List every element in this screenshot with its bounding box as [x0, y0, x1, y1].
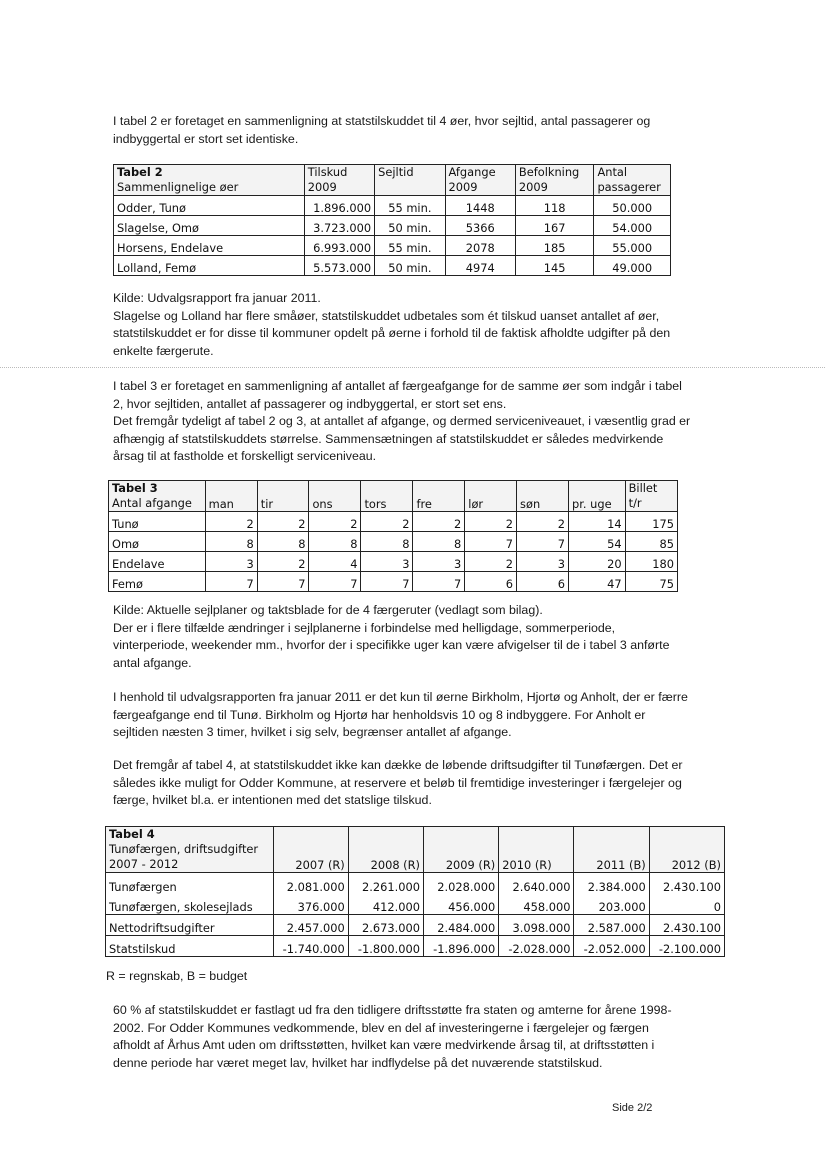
body-text: 60 % af statstilskuddet er fastlagt ud fra den tidligere driftsstøtte fra staten og amterne for årene 1998-2002. For Odder Kommunes vedkommende, blev en del af investeringerne i færgelejer og færgen afholdt af Århus Amt uden om driftsstøtten, hvilket kan være medvirkende årsag til, at driftsstøtten i denne periode har været meget lav, hvilket har indflydelse på det nuværende statstilskud.	[113, 1003, 672, 1070]
table-cell: 2	[257, 512, 309, 532]
table-cell: 2.673.000	[348, 915, 423, 936]
table-2-header-tilskud	[304, 165, 374, 196]
table-cell: Nettodriftsudgifter	[106, 915, 274, 936]
header-line: Tilskud	[307, 165, 348, 179]
table-2-title: Tabel 2	[117, 165, 163, 179]
table-cell: 2	[205, 512, 257, 532]
table-4-header-cell: 2008 (R)	[348, 827, 423, 873]
table-row	[109, 552, 678, 572]
table-row	[106, 936, 725, 957]
table-cell: 7	[205, 572, 257, 592]
table-cell: 14	[569, 512, 626, 532]
table-3-header-row	[109, 481, 678, 512]
table-cell: 2	[361, 512, 413, 532]
table-cell: 203.000	[574, 894, 649, 915]
table-cell: 458.000	[499, 894, 574, 915]
table-cell: 7	[465, 532, 517, 552]
table-3-title: Tabel 3	[112, 481, 158, 495]
table-4	[105, 826, 725, 957]
body-text: I tabel 3 er foretaget en sammenligning af antallet af færgeafgange for de samme øer som indgår i tabel 2, hvor sejltiden, antallet af passagerer og indbyggertal, er stort set ens.	[113, 379, 682, 411]
table-cell: 3.098.000	[499, 915, 574, 936]
table-3-header-cell: man	[205, 481, 257, 512]
table-cell: 49.000	[594, 256, 671, 276]
table-cell: 5366	[445, 216, 515, 236]
table-cell: 2	[257, 552, 309, 572]
intro-text: I tabel 2 er foretaget en sammenligning at statstilskuddet til 4 øer, hvor sejltid, antal passagerer og indbyggertal er stort set identiske.	[113, 114, 651, 146]
table-cell: 7	[257, 572, 309, 592]
table-cell: 7	[413, 572, 465, 592]
table-row	[109, 572, 678, 592]
table-2-header-befolkning	[515, 165, 594, 196]
table-cell: Slagelse, Omø	[114, 216, 305, 236]
table-cell: Endelave	[109, 552, 206, 572]
table-cell: 2078	[445, 236, 515, 256]
table-cell: 2.457.000	[273, 915, 348, 936]
table-cell: Tunøfærgen	[106, 873, 274, 894]
table-3	[108, 480, 678, 592]
table-row	[114, 256, 671, 276]
table-cell: 3	[205, 552, 257, 572]
table-cell: 2	[465, 512, 517, 532]
header-line: passagerer	[597, 180, 661, 194]
table-4-header-cell: 2009 (R)	[424, 827, 499, 873]
table-cell: Tunø	[109, 512, 206, 532]
table-4-legend: R = regnskab, B = budget	[106, 969, 248, 983]
table-cell: 180	[625, 552, 677, 572]
table-cell: -1.896.000	[424, 936, 499, 957]
table-cell: -2.100.000	[649, 936, 724, 957]
table-4-title-cell	[106, 827, 274, 873]
table-2-subtitle: Sammenlignelige øer	[117, 180, 239, 194]
table-cell: 2.430.100	[649, 873, 724, 894]
table-4-header-cell: 2007 (R)	[273, 827, 348, 873]
header-line: Antal	[597, 165, 628, 179]
table-cell: 8	[257, 532, 309, 552]
table-cell: 376.000	[273, 894, 348, 915]
table-cell: 0	[649, 894, 724, 915]
header-line: 2009	[518, 180, 548, 194]
table-cell: 8	[413, 532, 465, 552]
table-cell: 7	[309, 572, 361, 592]
table-cell: -2.028.000	[499, 936, 574, 957]
table-cell: 2.587.000	[574, 915, 649, 936]
table-cell: 55 min.	[375, 236, 445, 256]
table-2-header-sejltid	[375, 165, 445, 196]
table-cell: 2.261.000	[348, 873, 423, 894]
paragraph-statstilskud	[113, 1002, 683, 1072]
table-cell: 50.000	[594, 196, 671, 216]
table-cell: 2.384.000	[574, 873, 649, 894]
table-cell: 4	[309, 552, 361, 572]
table-3-header-cell: pr. uge	[569, 481, 626, 512]
table-cell: 7	[361, 572, 413, 592]
table-cell: 4974	[445, 256, 515, 276]
table-cell: 6	[465, 572, 517, 592]
table-4-title: Tabel 4	[109, 827, 155, 841]
table-cell: 50 min.	[375, 256, 445, 276]
table-cell: 54	[569, 532, 626, 552]
table-3-title-cell	[109, 481, 206, 512]
table-cell: 85	[625, 532, 677, 552]
body-text: Der er i flere tilfælde ændringer i sejlplanerne i forbindelse med helligdage, sommerperiode, vinterperiode, weekender mm., hvorfor der i specifikke uger kan være afvigelser til de i tabel 3 anførte antal afgange.	[113, 620, 670, 670]
table-cell: 2.484.000	[424, 915, 499, 936]
body-text: Det fremgår tydeligt af tabel 2 og 3, at antallet af afgange, og dermed serviceniveauet, i væsentlig grad er afhængig af statstilskuddets størrelse. Sammensætningen af statstilskuddet er således medvirkende årsag til at fastholde et forskelligt serviceniveau.	[113, 414, 691, 464]
table-row	[114, 216, 671, 236]
header-line: t/r	[628, 496, 642, 510]
table-row	[106, 873, 725, 894]
header-line: 2009	[448, 180, 478, 194]
table-cell: Tunøfærgen, skolesejlads	[106, 894, 274, 915]
table-2	[113, 164, 671, 276]
table-4-header-cell: 2010 (R)	[499, 827, 574, 873]
table-row	[109, 532, 678, 552]
table-3-header-cell: tir	[257, 481, 309, 512]
table-cell: 2	[517, 512, 569, 532]
table-3-notes	[113, 602, 693, 672]
table-cell: 7	[517, 532, 569, 552]
table-cell: 3	[361, 552, 413, 572]
table-3-header-cell: tors	[361, 481, 413, 512]
body-text: I henhold til udvalgsrapporten fra januar 2011 er det kun til øerne Birkholm, Hjortø og Anholt, der er færre færgeafgange end til Tunø. Birkholm og Hjortø har henholdsvis 10 og 8 indbyggere. For Anholt er sejltiden næsten 3 timer, hvilket i sig selv, begrænser antallet af afgange.	[113, 690, 688, 740]
table-3-header-cell: ons	[309, 481, 361, 512]
table-cell: Odder, Tunø	[114, 196, 305, 216]
table-row	[106, 894, 725, 915]
table-3-header-cell: søn	[517, 481, 569, 512]
table-2-header-row	[114, 165, 671, 196]
table-cell: 1.896.000	[304, 196, 374, 216]
table-cell: 3	[413, 552, 465, 572]
table-cell: 54.000	[594, 216, 671, 236]
table-4-period: 2007 - 2012	[109, 857, 179, 871]
table-3-subtitle: Antal afgange	[112, 496, 192, 510]
table-cell: Statstilskud	[106, 936, 274, 957]
table-cell: 185	[515, 236, 594, 256]
source-text: Kilde: Udvalgsrapport fra januar 2011.	[113, 291, 321, 305]
table-cell: 2	[309, 512, 361, 532]
table-cell: Omø	[109, 532, 206, 552]
header-line: 2009	[307, 180, 337, 194]
table-cell: Femø	[109, 572, 206, 592]
paragraph-birkholm	[113, 689, 693, 742]
table-cell: 8	[361, 532, 413, 552]
table-cell: 75	[625, 572, 677, 592]
table-3-header-cell: lør	[465, 481, 517, 512]
table-4-header-row	[106, 827, 725, 873]
table-cell: 175	[625, 512, 677, 532]
table-cell: 3.723.000	[304, 216, 374, 236]
table-cell: 2.640.000	[499, 873, 574, 894]
table-row	[106, 915, 725, 936]
header-line: Sejltid	[378, 165, 414, 179]
table-3-header-cell: fre	[413, 481, 465, 512]
table-row	[109, 512, 678, 532]
table-cell: -1.800.000	[348, 936, 423, 957]
table-cell: 20	[569, 552, 626, 572]
table-row	[114, 236, 671, 256]
table-cell: 6	[517, 572, 569, 592]
scan-divider	[0, 367, 825, 368]
table-cell: 8	[309, 532, 361, 552]
table-2-header-afgange	[445, 165, 515, 196]
table-cell: -2.052.000	[574, 936, 649, 957]
table-4-subtitle: Tunøfærgen, driftsudgifter	[109, 842, 259, 856]
table-cell: 456.000	[424, 894, 499, 915]
source-text: Kilde: Aktuelle sejlplaner og taktsblade for de 4 færgeruter (vedlagt som bilag).	[113, 603, 543, 617]
table-cell: 50 min.	[375, 216, 445, 236]
table-3-header-billet	[625, 481, 677, 512]
header-line: Billet	[628, 481, 658, 495]
table-cell: 2	[465, 552, 517, 572]
table-cell: 3	[517, 552, 569, 572]
body-text: Det fremgår af tabel 4, at statstilskuddet ikke kan dække de løbende driftsudgifter til Tunøfærgen. Det er således ikke muligt for Odder Kommune, at reservere et beløb til fremtidige investeringer i færgelejer og færge, hvilket bl.a. er intentionen med det statslige tilskud.	[113, 758, 683, 808]
table-2-header-passagerer	[594, 165, 671, 196]
header-line: Befolkning	[518, 165, 580, 179]
table-row	[114, 196, 671, 216]
table-cell: Horsens, Endelave	[114, 236, 305, 256]
table-cell: 6.993.000	[304, 236, 374, 256]
table-2-notes	[113, 290, 693, 360]
intro-paragraph	[113, 113, 693, 148]
table-cell: 2.028.000	[424, 873, 499, 894]
page-number: Side 2/2	[612, 1102, 653, 1114]
table-cell: 8	[205, 532, 257, 552]
header-line: Afgange	[448, 165, 496, 179]
table-cell: 2.081.000	[273, 873, 348, 894]
table-3-intro	[113, 378, 693, 466]
table-cell: 1448	[445, 196, 515, 216]
table-cell: 412.000	[348, 894, 423, 915]
table-cell: 118	[515, 196, 594, 216]
table-cell: Lolland, Femø	[114, 256, 305, 276]
table-cell: 5.573.000	[304, 256, 374, 276]
table-4-header-cell: 2011 (B)	[574, 827, 649, 873]
table-cell: -1.740.000	[273, 936, 348, 957]
paragraph-tabel4-intro	[113, 757, 693, 810]
table-4-header-cell: 2012 (B)	[649, 827, 724, 873]
table-cell: 2.430.100	[649, 915, 724, 936]
table-2-title-cell	[114, 165, 305, 196]
table-cell: 47	[569, 572, 626, 592]
table-cell: 145	[515, 256, 594, 276]
table-cell: 55.000	[594, 236, 671, 256]
table-cell: 2	[413, 512, 465, 532]
table-cell: 55 min.	[375, 196, 445, 216]
body-text: Slagelse og Lolland har flere småøer, statstilskuddet udbetales som ét tilskud uanset antallet af øer, statstilskuddet er for disse til kommuner opdelt på øerne i forhold til de faktisk afholdte udgifter på den enkelte færgerute.	[113, 308, 671, 358]
table-cell: 167	[515, 216, 594, 236]
